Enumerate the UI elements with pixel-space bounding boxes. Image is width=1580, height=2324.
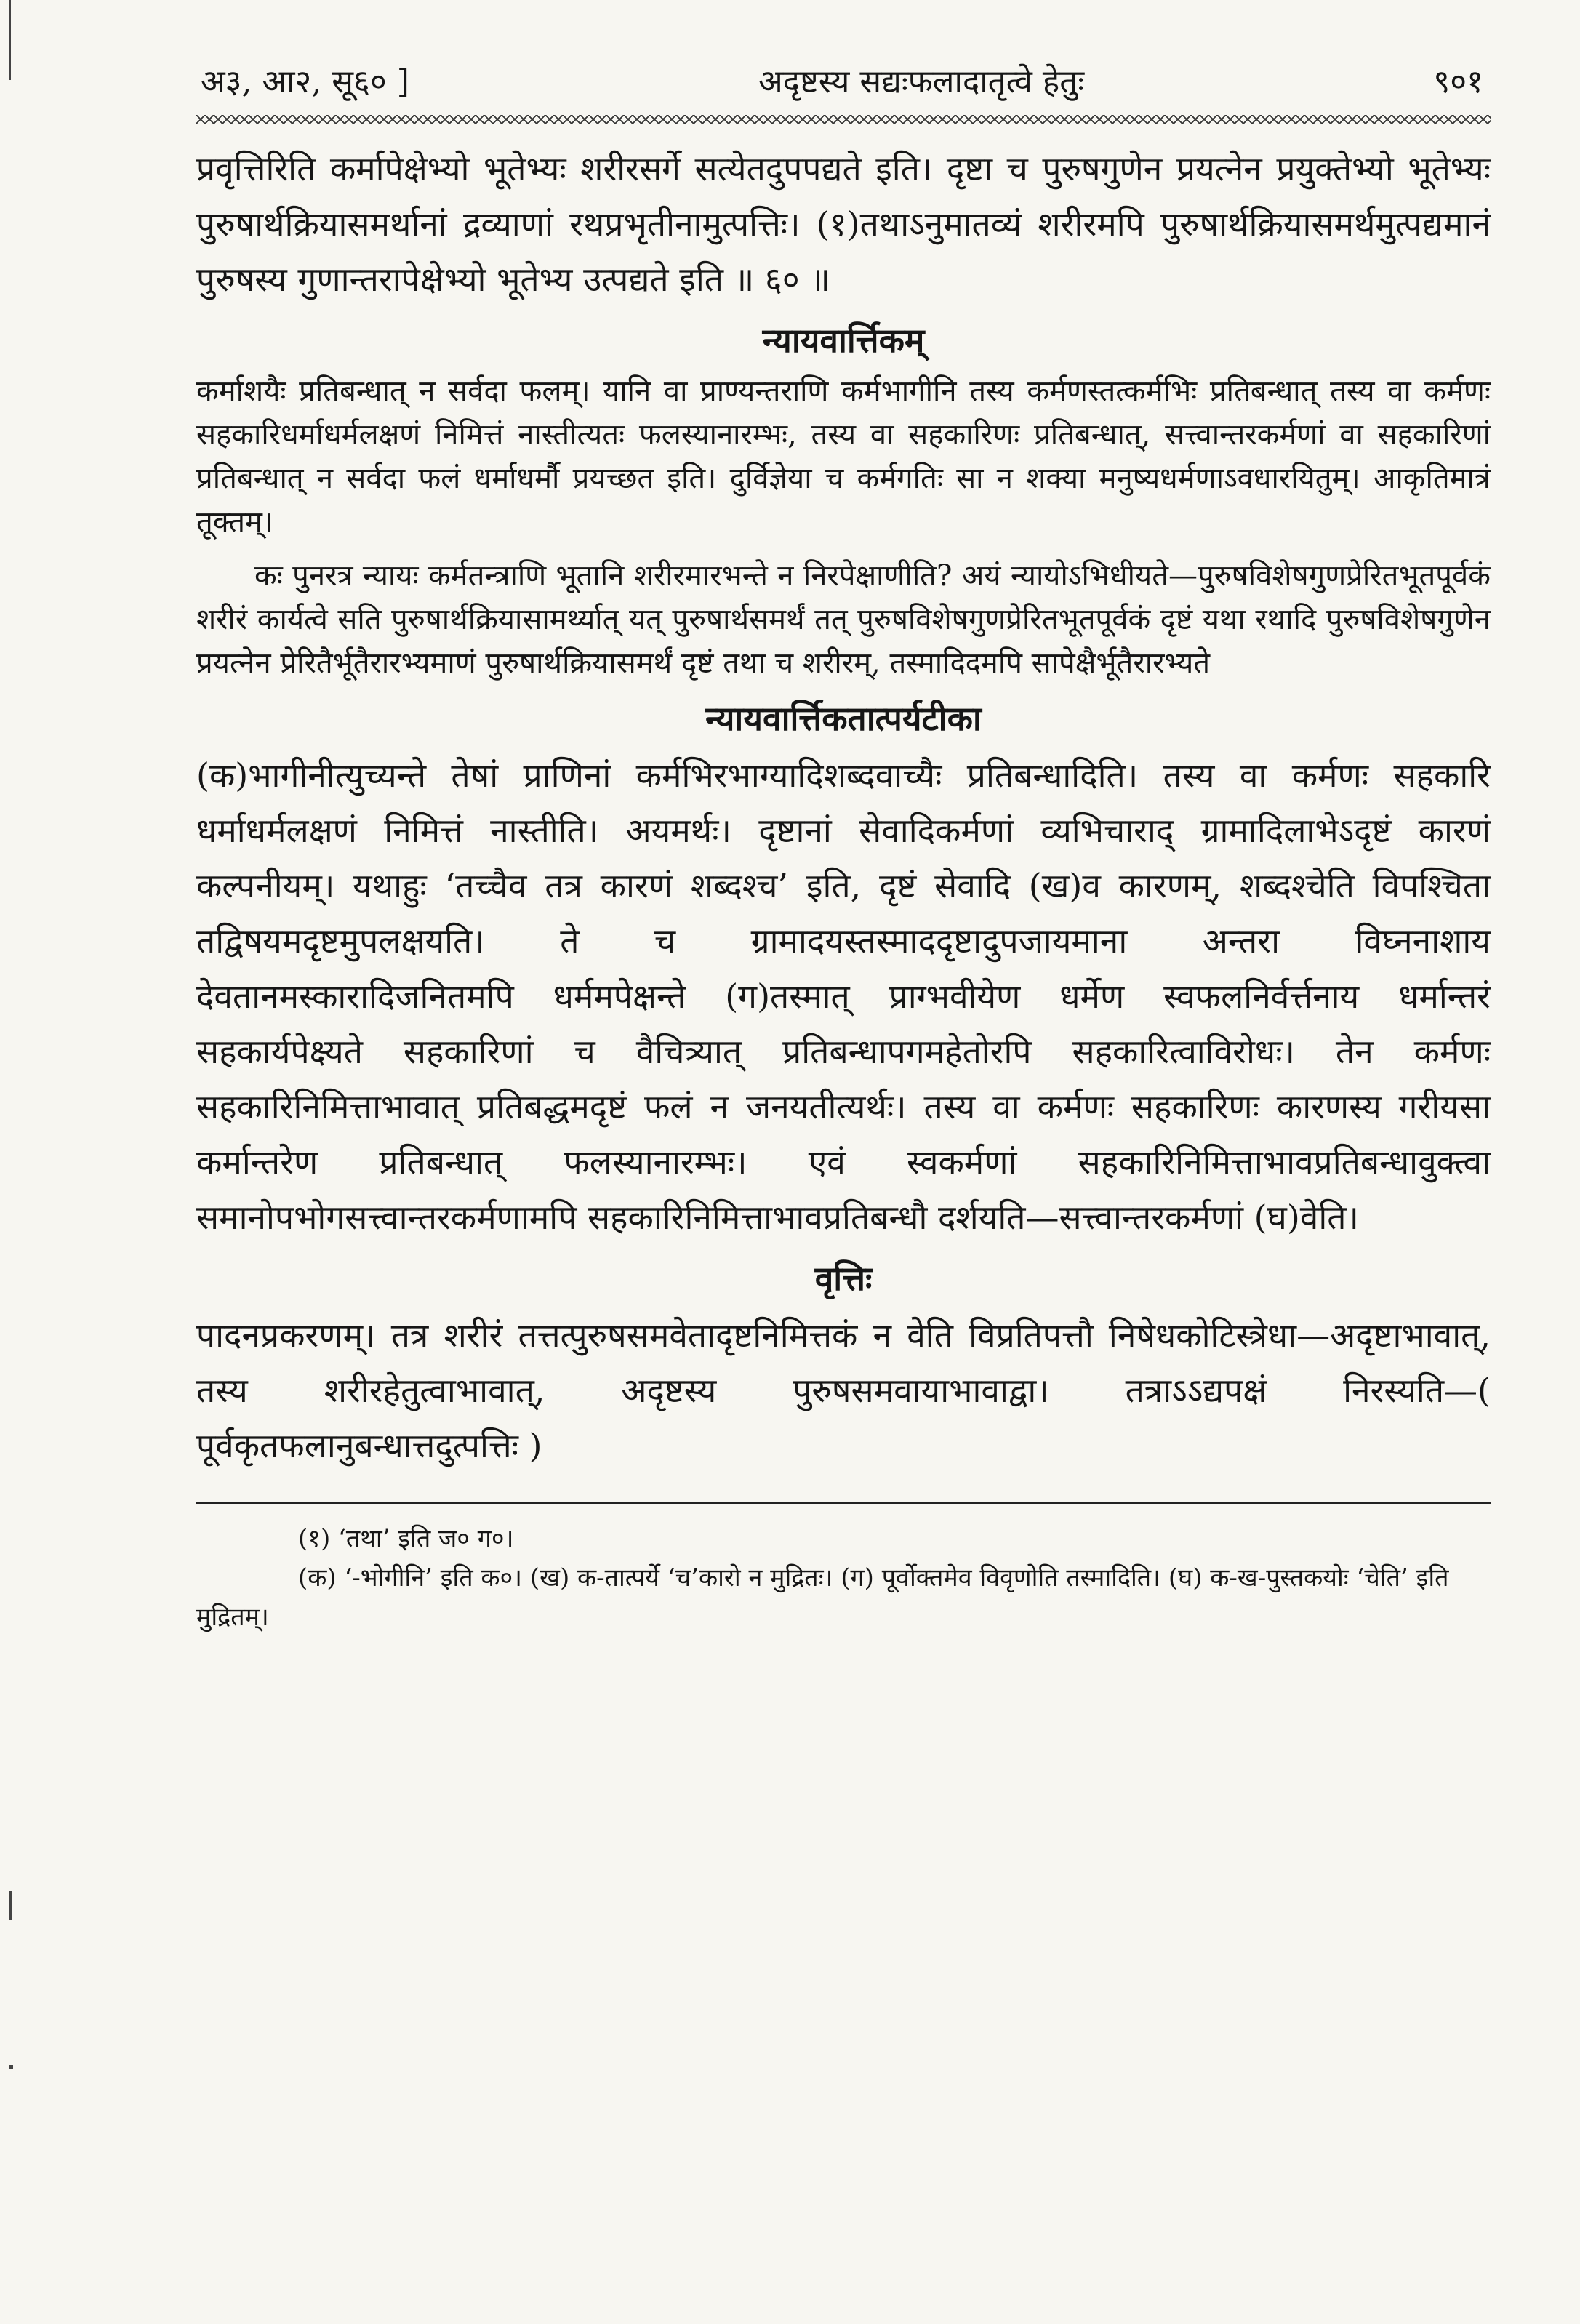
- running-header: [196, 51, 1491, 115]
- footnote: (क) ‘-भोगीनि’ इति क०। (ख) क-तात्पर्ये ‘च’कारो न मुद्रितः। (ग) पूर्वोक्तमेव विवृणोति तस्मादिति। (घ) क-ख-पुस्तकयोः ‘चेति’ इति मुद्रितम्।: [196, 1563, 1449, 1632]
- book-page: [196, 51, 1491, 1637]
- page-number: ९०१: [1433, 63, 1483, 100]
- vartika-paragraph: कर्माशयैः प्रतिबन्धात् न सर्वदा फलम्। यानि वा प्राण्यन्तराणि कर्मभागीनि तस्य कर्मणस्तत्कर्मभिः प्रतिबन्धात् तस्य वा कर्मणः सहकारिधर्माधर्मलक्षणं निमित्तं नास्तीत्यतः फलस्यानारम्भः, तस्य वा सहकारिणः प्रतिबन्धात्, सत्त्वान्तरकर्मणां वा सहकारिणां प्रतिबन्धात् न सर्वदा फलं धर्माधर्मौ प्रयच्छत इति। दुर्विज्ञेया च कर्मगतिः सा न शक्या मनुष्यधर्मणाऽवधारयितुम्। आकृतिमात्रं तूक्तम्।: [196, 374, 1491, 539]
- header-title: अदृष्टस्य सद्यःफलादातृत्वे हेतुः: [758, 63, 1085, 100]
- page-edge-mark: [9, 2065, 13, 2069]
- bhashya-text: प्रवृत्तिरिति कर्मापेक्षेभ्यो भूतेभ्यः शरीरसर्गे सत्येतदुपपद्यते इति। दृष्टा च पुरुषगुणेन प्रयत्नेन प्रयुक्तेभ्यो भूतेभ्यः पुरुषार्थक्रियासमर्थानां द्रव्याणां रथप्रभृतीनामुत्पत्तिः। (१)तथाऽनुमातव्यं शरीरमपि पुरुषार्थक्रियासमर्थमुत्पद्यमानं पुरुषस्य गुणान्तरापेक्षेभ्यो भूतेभ्य उत्पद्यते इति ॥ ६० ॥: [196, 149, 1491, 299]
- header-reference: अ३, आ२, सू६० ]: [201, 63, 409, 100]
- page-edge-mark: [9, 0, 11, 80]
- section-heading-tika: न्यायवार्त्तिकतात्पर्यटीका: [705, 699, 982, 738]
- wavy-rule: [196, 115, 1491, 125]
- section-heading-vritti: वृत्तिः: [814, 1259, 873, 1298]
- vartika-paragraph: कः पुनरत्र न्यायः कर्मतन्त्राणि भूतानि शरीरमारभन्ते न निरपेक्षाणीति? अयं न्यायोऽभिधीयते—पुरुषविशेषगुणप्रेरितभूतपूर्वकं शरीरं कार्यत्वे सति पुरुषार्थक्रियासामर्थ्यात् यत् पुरुषार्थसमर्थं तत् पुरुषविशेषगुणप्रेरितभूतपूर्वकं दृष्टं यथा रथादि पुरुषविशेषगुणेन प्रयत्नेन प्रेरितैर्भूतैरारभ्यमाणं पुरुषार्थक्रियासमर्थं दृष्टं तथा च शरीरम्, तस्मादिदमपि सापेक्षैर्भूतैरारभ्यते: [196, 559, 1491, 680]
- footnote: (१) ‘तथा’ इति ज० ग०।: [298, 1524, 514, 1553]
- section-heading-vartika: न्यायवार्त्तिकम्: [762, 321, 925, 360]
- page-edge-mark: [9, 1891, 12, 1920]
- tika-paragraph: (क)भागीनीत्युच्यन्ते तेषां प्राणिनां कर्मभिरभाग्यादिशब्दवाच्यैः प्रतिबन्धादिति। तस्य वा कर्मणः सहकारि धर्माधर्मलक्षणं निमित्तं नास्तीति। अयमर्थः। दृष्टानां सेवादिकर्मणां व्यभिचाराद् ग्रामादिलाभेऽदृष्टं कारणं कल्पनीयम्। यथाहुः ‘तच्चैव तत्र कारणं शब्दश्च’ इति, दृष्टं सेवादि (ख)व कारणम्, शब्दश्चेति विपश्चिता तद्विषयमदृष्टमुपलक्षयति। ते च ग्रामादयस्तस्माददृष्टादुपजायमाना अन्तरा विघ्ननाशाय देवतानमस्कारादिजनितमपि धर्ममपेक्षन्ते (ग)तस्मात् प्राग्भवीयेण धर्मेण स्वफलनिर्वर्त्तनाय धर्मान्तरं सहकार्यपेक्ष्यते सहकारिणां च वैचित्र्यात् प्रतिबन्धापगमहेतोरपि सहकारित्वाविरोधः। तेन कर्मणः सहकारिनिमित्ताभावात् प्रतिबद्धमदृष्टं फलं न जनयतीत्यर्थः। तस्य वा कर्मणः सहकारिणः कारणस्य गरीयसा कर्मान्तरेण प्रतिबन्धात् फलस्यानारम्भः। एवं स्वकर्मणां सहकारिनिमित्ताभावप्रतिबन्धावुक्त्वा समानोपभोगसत्त्वान्तरकर्मणामपि सहकारिनिमित्ताभावप्रतिबन्धौ दर्शयति—सत्त्वान्तरकर्मणां (घ)वेति।: [196, 756, 1491, 1237]
- footnote-rule: [196, 1502, 1491, 1504]
- vritti-paragraph: पादनप्रकरणम्। तत्र शरीरं तत्तत्पुरुषसमवेतादृष्टनिमित्तकं न वेति विप्रतिपत्तौ निषेधकोटिस्त्रेधा—अदृष्टाभावात्, तस्य शरीरहेतुत्वाभावात्, अदृष्टस्य पुरुषसमवायाभावाद्वा। तत्राऽऽद्यपक्षं निरस्यति—( पूर्वकृतफलानुबन्धात्तदुत्पत्तिः ): [196, 1315, 1491, 1465]
